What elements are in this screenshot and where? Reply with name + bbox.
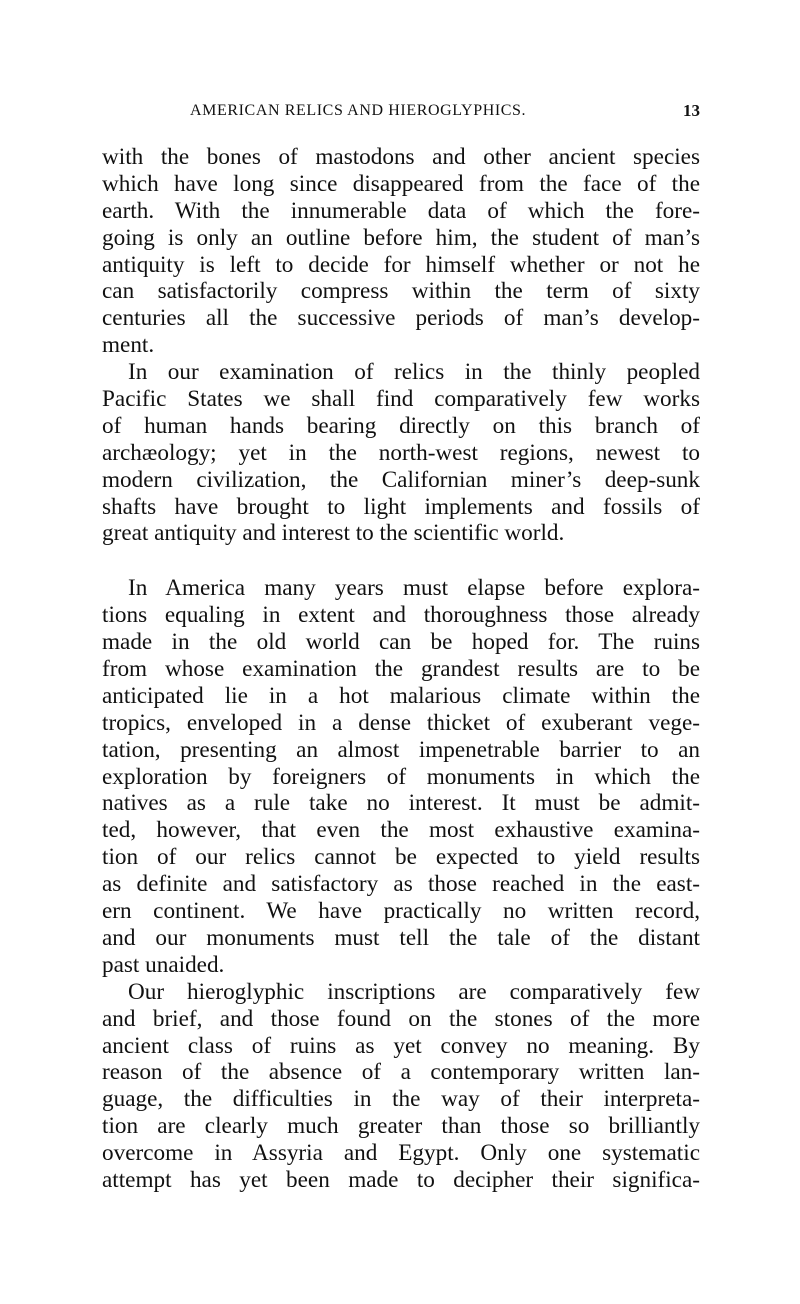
paragraph-separator <box>102 547 700 575</box>
text-line: ted, however, that even the most exhaustive examina- <box>102 817 700 844</box>
page-number: 13 <box>683 101 700 120</box>
text-line: attempt has yet been made to decipher their significa- <box>102 1166 700 1193</box>
text-line: guage, the difficulties in the way of their interpreta- <box>102 1086 700 1113</box>
text-line: centuries all the successive periods of man’s develop- <box>102 305 700 332</box>
text-line: In our examination of relics in the thinly peopled <box>128 359 700 386</box>
text-line: overcome in Assyria and Egypt. Only one systematic <box>102 1140 700 1167</box>
running-header <box>102 96 700 126</box>
text-line: which have long since disappeared from the face of the <box>102 170 700 197</box>
text-line: Our hieroglyphic inscriptions are comparatively few <box>128 978 700 1005</box>
paragraph-4 <box>102 979 700 1194</box>
paragraph-3 <box>102 575 700 978</box>
text-line: antiquity is left to decide for himself whether or not he <box>102 251 700 278</box>
text-line: anticipated lie in a hot malarious climate within the <box>102 682 700 709</box>
text-line: and our monuments must tell the tale of the distant <box>102 924 700 951</box>
text-line: as definite and satisfactory as those reached in the east- <box>102 871 700 898</box>
body-text <box>102 144 700 1194</box>
text-line: archæology; yet in the north-west regions, newest to <box>102 439 700 466</box>
paragraph-1 <box>102 144 700 359</box>
text-line: Pacific States we shall find comparatively few works <box>102 386 700 413</box>
text-line: and brief, and those found on the stones of the more <box>102 1005 700 1032</box>
text-line: tions equaling in extent and thoroughness those already <box>102 602 700 629</box>
text-line: In America many years must elapse before explora- <box>128 575 700 602</box>
text-line: earth. With the innumerable data of which the fore- <box>102 197 700 224</box>
text-line: great antiquity and interest to the scientific world. <box>102 520 565 547</box>
text-line: tropics, enveloped in a dense thicket of exuberant vege- <box>102 709 700 736</box>
book-page <box>102 96 700 1194</box>
text-line: from whose examination the grandest results are to be <box>102 656 700 683</box>
text-line: going is only an outline before him, the student of man’s <box>102 224 700 251</box>
text-line: reason of the absence of a contemporary written lan- <box>102 1059 700 1086</box>
text-line: can satisfactorily compress within the term of sixty <box>102 278 700 305</box>
text-line: with the bones of mastodons and other ancient species <box>102 144 700 170</box>
text-line: modern civilization, the Californian miner’s deep-sunk <box>102 466 700 493</box>
text-line: of human hands bearing directly on this branch of <box>102 412 700 439</box>
text-line: made in the old world can be hoped for. The ruins <box>102 629 700 656</box>
text-line: exploration by foreigners of monuments in which the <box>102 763 700 790</box>
text-line: ancient class of ruins as yet convey no meaning. By <box>102 1032 700 1059</box>
text-line: ment. <box>102 332 155 359</box>
paragraph-2 <box>102 359 700 547</box>
running-title: AMERICAN RELICS AND HIEROGLYPHICS. <box>190 102 527 119</box>
text-line: tation, presenting an almost impenetrable barrier to an <box>102 736 700 763</box>
text-line: natives as a rule take no interest. It must be admit- <box>102 790 700 817</box>
text-line: tion are clearly much greater than those so brilliantly <box>102 1113 700 1140</box>
text-line: tion of our relics cannot be expected to yield results <box>102 844 700 871</box>
text-line: past unaided. <box>102 951 225 978</box>
text-line: ern continent. We have practically no written record, <box>102 898 700 925</box>
text-line: shafts have brought to light implements and fossils of <box>102 493 700 520</box>
